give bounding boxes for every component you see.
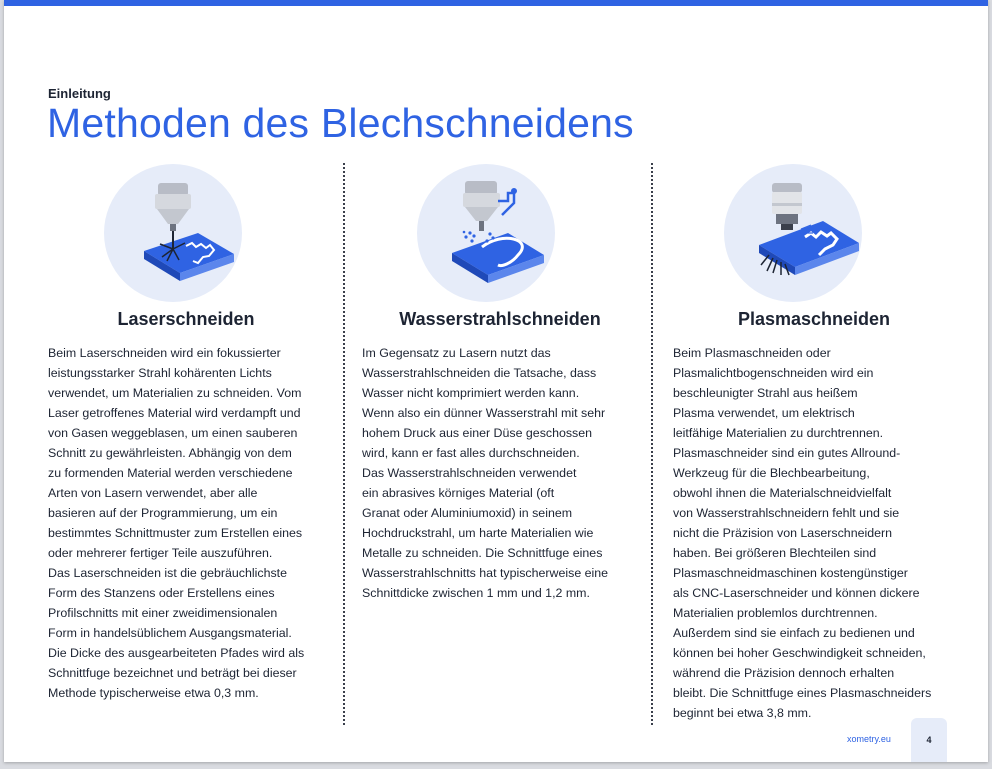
column-body-plasma: Beim Plasmaschneiden oder Plasmalichtbogenschneiden wird ein beschleunigter Strahl aus heißem Plasma verwendet, um elektrisch leitfähige Materialien zu durchtrennen. Plasmaschneider sind ein gutes Allround- Werkzeug für die Blechbearbeitung, obwohl ihnen die Materialschneidvielfalt von Wasserstrahlschneidern fehlt und sie nicht die Präzision von Laserschneidern haben. Bei größeren Blechteilen sind Plasmaschneidmaschinen kostengünstiger als CNC-Laserschneider und können dickere Materialien problemlos durchtrennen. Außerdem sind sie einfach zu bedienen und können bei hoher Geschwindigkeit schneiden, während die Präzision dennoch erhalten bleibt. Die Schnittfuge eines Plasmaschneiders beginnt bei etwa 3,8 mm. (673, 346, 932, 720)
column-divider-1 (343, 163, 345, 725)
column-title-waterjet: Wasserstrahlschneiden (399, 309, 601, 329)
accent-top-bar (4, 0, 988, 6)
plasma-cutter-icon (673, 163, 955, 303)
document-page (4, 0, 988, 762)
laser-cutter-icon (48, 163, 324, 303)
column-divider-2 (651, 163, 653, 725)
column-body-waterjet: Im Gegensatz zu Lasern nutzt das Wasserstrahlschneiden die Tatsache, dass Wasser nicht komprimiert werden kann. Wenn also ein dünner Wasserstrahl mit sehr hohem Druck aus einer Düse geschossen wird, kann er fast alles durchschneiden. Das Wasserstrahlschneiden verwendet ein abrasives körniges Material (oft Granat oder Aluminiumoxid) in seinem Hochdruckstrahl, um harte Materialien wie Metalle zu schneiden. Die Schnittfuge eines Wasserstrahlschnitts hat typischerweise eine Schnittdicke zwischen 1 mm und 1,2 mm. (362, 346, 609, 600)
footer-domain: xometry.eu (847, 734, 891, 744)
section-kicker: Einleitung (48, 86, 111, 101)
column-title-laser: Laserschneiden (117, 309, 255, 329)
column-body-laser: Beim Laserschneiden wird ein fokussierter leistungsstarker Strahl kohärenten Lichts verwendet, um Materialien zu schneiden. Vom Laser getroffenes Material wird verdampft und von Gasen weggeblasen, um einen sauberen Schnitt zu gewährleisten. Abhängig von dem zu formenden Material werden verschiedene Arten von Lasern verwendet, aber alle basieren auf der Programmierung, um ein bestimmtes Schnittmuster zum Erstellen eines oder mehrerer fertiger Teile auszuführen. Das Laserschneiden ist die gebräuchlichste Form des Stanzens oder Erstellens eines Profilschnitts mit einer zweidimensionalen Form in handelsüblichem Ausgangsmaterial. Die Dicke des ausgearbeiteten Pfades wird als Schnittfuge bezeichnet und beträgt bei dieser Methode typischerweise etwa 0,3 mm. (48, 346, 305, 700)
waterjet-cutter-icon (362, 163, 638, 303)
page-number: 4 (911, 718, 947, 762)
page-title: Methoden des Blechschneidens (47, 100, 634, 146)
column-title-plasma: Plasmaschneiden (737, 309, 891, 329)
